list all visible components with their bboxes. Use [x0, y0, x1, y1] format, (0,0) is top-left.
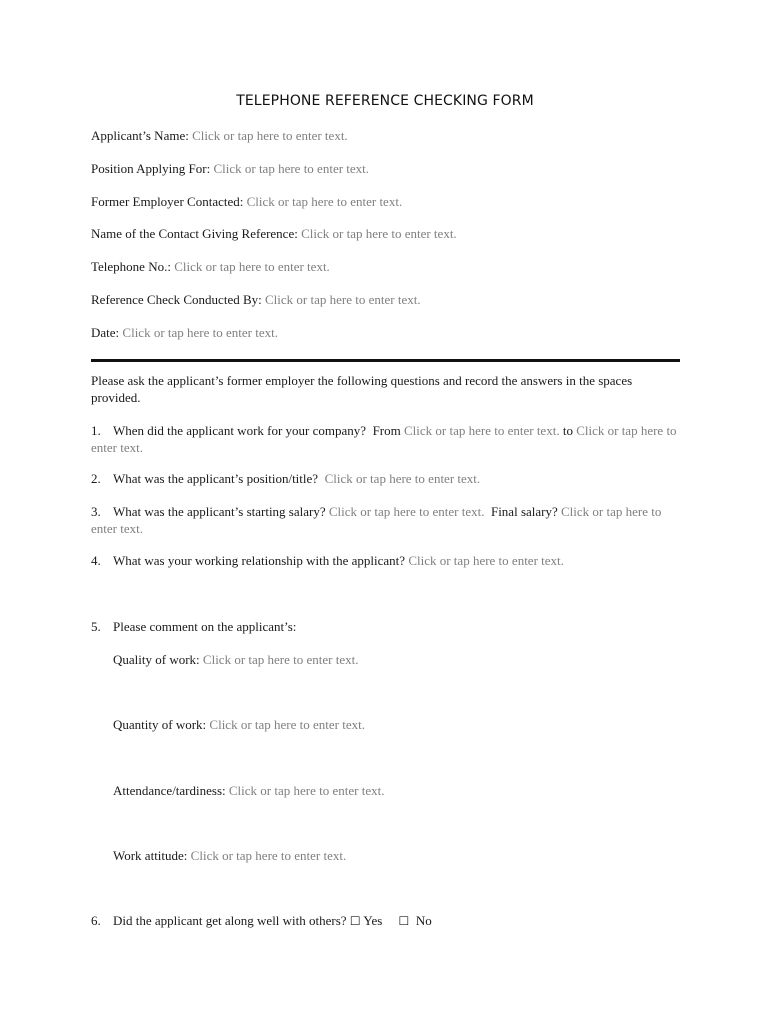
question-1-to-input[interactable]: Click or tap here to enter text.: [91, 423, 677, 455]
contact-name-label: Name of the Contact Giving Reference:: [91, 226, 298, 241]
quantity-of-work-input[interactable]: Click or tap here to enter text.: [209, 717, 365, 732]
question-2-input[interactable]: Click or tap here to enter text.: [324, 471, 481, 486]
date-label: Date:: [91, 325, 120, 340]
quality-of-work-input[interactable]: Click or tap here to enter text.: [202, 652, 359, 667]
question-4-number: 4.: [91, 553, 101, 568]
question-1-from-label: From: [372, 423, 401, 438]
attendance-label: Attendance/tardiness:: [113, 783, 226, 798]
question-2: [91, 471, 681, 488]
question-4-input[interactable]: Click or tap here to enter text.: [408, 553, 564, 568]
date-field: [91, 325, 278, 341]
question-2-number: 2.: [91, 471, 101, 486]
applicant-name-label: Applicant’s Name:: [91, 128, 189, 143]
question-3-text: What was the applicant’s starting salary?: [113, 504, 326, 519]
former-employer-field: [91, 194, 402, 210]
conducted-by-label: Reference Check Conducted By:: [91, 292, 262, 307]
former-employer-input[interactable]: Click or tap here to enter text.: [246, 194, 403, 209]
conducted-by-input[interactable]: Click or tap here to enter text.: [265, 292, 421, 307]
question-5-number: 5.: [91, 619, 101, 634]
question-1: [91, 423, 681, 456]
yes-label: Yes: [363, 913, 383, 928]
question-3-final-salary-input[interactable]: Click or tap here to enter text.: [91, 504, 662, 536]
question-4-text: What was your working relationship with the applicant?: [113, 553, 406, 568]
question-4: [91, 553, 681, 570]
conducted-by-field: [91, 292, 421, 308]
quantity-of-work-label: Quantity of work:: [113, 717, 207, 732]
applicant-name-input[interactable]: Click or tap here to enter text.: [192, 128, 348, 143]
instructions-text: Please ask the applicant’s former employer the following questions and record the answers in the spaces provided.: [91, 373, 633, 405]
work-attitude-label: Work attitude:: [113, 848, 188, 863]
question-3-final-label: Final salary?: [490, 504, 558, 519]
question-2-text: What was the applicant’s position/title?: [113, 471, 319, 486]
question-1-text: When did the applicant work for your company?: [113, 423, 367, 438]
question-6-number: 6.: [91, 913, 101, 928]
yes-checkbox[interactable]: ☐: [349, 914, 361, 928]
contact-name-input[interactable]: Click or tap here to enter text.: [301, 226, 457, 241]
position-input[interactable]: Click or tap here to enter text.: [213, 161, 370, 176]
quality-of-work-field: [113, 652, 359, 668]
attendance-input[interactable]: Click or tap here to enter text.: [228, 783, 385, 798]
question-5: [91, 619, 681, 636]
position-label: Position Applying For:: [91, 161, 211, 176]
former-employer-label: Former Employer Contacted:: [91, 194, 244, 209]
quality-of-work-label: Quality of work:: [113, 652, 200, 667]
telephone-label: Telephone No.:: [91, 259, 171, 274]
telephone-field: [91, 259, 330, 275]
position-field: [91, 161, 369, 177]
telephone-input[interactable]: Click or tap here to enter text.: [174, 259, 330, 274]
question-1-to-label: to: [562, 423, 573, 438]
question-5-text: Please comment on the applicant’s:: [113, 619, 297, 634]
question-3-number: 3.: [91, 504, 101, 519]
no-checkbox[interactable]: ☐: [398, 914, 410, 928]
question-6: [91, 913, 681, 930]
question-3-starting-salary-input[interactable]: Click or tap here to enter text.: [328, 504, 485, 519]
question-1-number: 1.: [91, 423, 101, 438]
attendance-field: [113, 783, 384, 799]
work-attitude-input[interactable]: Click or tap here to enter text.: [190, 848, 347, 863]
work-attitude-field: [113, 848, 346, 864]
form-title: TELEPHONE REFERENCE CHECKING FORM: [236, 93, 534, 109]
date-input[interactable]: Click or tap here to enter text.: [122, 325, 278, 340]
question-3: [91, 504, 681, 537]
section-divider: [91, 359, 680, 362]
question-6-text: Did the applicant get along well with others?: [113, 913, 347, 928]
no-label: No: [415, 913, 432, 928]
quantity-of-work-field: [113, 717, 365, 733]
contact-name-field: [91, 226, 457, 242]
applicant-name-field: [91, 128, 348, 144]
question-1-from-input[interactable]: Click or tap here to enter text.: [403, 423, 560, 438]
